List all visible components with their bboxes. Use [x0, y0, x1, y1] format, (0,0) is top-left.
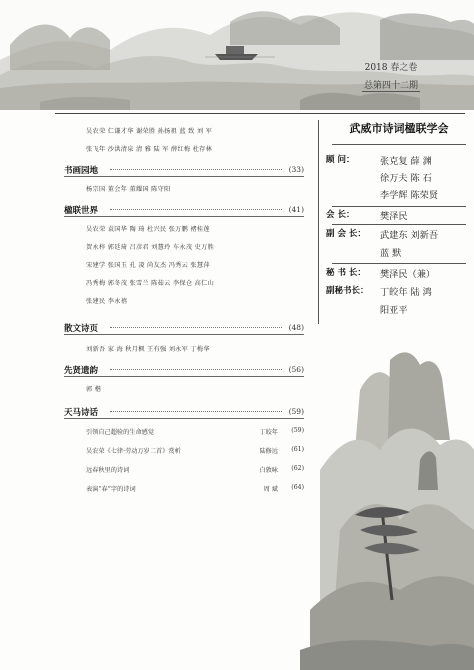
- contributor-row: 吴农荣 仁谦才华 谢荣胜 孙扬祖 蓝 致 刘 军: [86, 128, 213, 135]
- leader-dots: [110, 411, 282, 412]
- person-line: 张克复 薛 渊: [380, 156, 432, 167]
- contributor-row: 张飞年 沙洪清泉 清 雅 陆 军 薛红梅 杜存林: [86, 146, 213, 153]
- person-line: 樊泽民（兼）: [380, 269, 436, 280]
- person-line: 蓝 默: [380, 248, 402, 259]
- person-line: 武建东 刘新吾: [380, 230, 439, 241]
- section-shuhua: [64, 164, 304, 176]
- article-title: 表演“春”字的诗词: [86, 486, 136, 493]
- issue-year: 2018 春之卷: [364, 63, 418, 73]
- leader-dots: [110, 209, 282, 210]
- article-entry: [86, 427, 304, 436]
- contributor-row: 冯秀梅 郭冬茂 张雪兰 陈茹云 李保仓 高仁山: [86, 280, 215, 287]
- title-underline: [332, 144, 466, 145]
- person-line: 徐万夫 陈 石: [380, 173, 432, 184]
- section-title: 散文诗页: [64, 324, 99, 334]
- section-page: (33): [288, 165, 304, 174]
- role-label: 会 长：: [326, 210, 355, 220]
- person-line: 樊泽民: [380, 211, 408, 222]
- contributor-row: 宋建学 张国玉 孔 凌 尚友杰 冯秀云 张慧萍: [86, 262, 210, 269]
- section-page: (48): [288, 323, 304, 332]
- article-author: 丁皎年: [259, 429, 278, 436]
- section-title: 先贤遗韵: [64, 366, 99, 376]
- leader-dots: [110, 169, 282, 170]
- leader-dots: [110, 327, 282, 328]
- person-line: 丁皎年 陆 鸿: [380, 287, 432, 298]
- contributor-row: 吴农荣 袁国华 陶 琦 杜兴民 张万鹏 褚桂莲: [86, 226, 210, 233]
- landscape-banner-image: [0, 0, 474, 110]
- section-underline: [64, 216, 304, 217]
- section-underline: [64, 176, 304, 177]
- role-label: 顾 问：: [326, 155, 355, 165]
- person-line: 阳亚平: [380, 305, 408, 316]
- column-divider: [318, 120, 319, 324]
- article-entry: [86, 465, 304, 474]
- article-author: 陆修远: [259, 448, 278, 455]
- section-underline: [64, 376, 304, 377]
- section-title: 书画园地: [64, 166, 99, 176]
- section-page: (59): [288, 407, 304, 416]
- role-label: 副 会 长：: [326, 229, 366, 239]
- leader-dots: [110, 369, 282, 370]
- section-page: (56): [288, 365, 304, 374]
- mountain-painting-image: [300, 330, 474, 670]
- article-page: (62): [291, 465, 304, 472]
- organization-block: [326, 120, 464, 316]
- role-label: 秘 书 长：: [326, 268, 366, 278]
- article-entry: [86, 446, 304, 455]
- contributor-row: 贺永梓 郭廷琦 吕彦君 刘慧玲 车永茂 史万胜: [86, 244, 215, 251]
- header-divider: [55, 113, 465, 114]
- role-label: 副秘书长：: [326, 286, 369, 296]
- contributor-row: 刘新吾 家 海 秋月枫 王有强 刘永军 丁梅华: [86, 346, 210, 353]
- article-page: (59): [291, 427, 304, 434]
- contributor-row: 杨宗国 董会年 董耀国 陈守阳: [86, 186, 171, 193]
- section-title: 楹联世界: [64, 206, 99, 216]
- section-underline: [64, 334, 304, 335]
- organization-title: 武威市诗词楹联学会: [349, 122, 449, 135]
- staff-divider: [332, 224, 466, 225]
- article-author: 白敦咏: [259, 467, 278, 474]
- article-title: 引领自己超验的生命感觉: [86, 429, 155, 436]
- section-tianma: [64, 406, 304, 418]
- article-title: 远春秋里的诗词: [86, 467, 130, 474]
- article-page: (64): [291, 484, 304, 491]
- issue-number: 总第四十二期: [362, 78, 420, 92]
- contributor-row: 郭 楷: [86, 386, 102, 393]
- section-sanwen: [64, 322, 304, 334]
- article-author: 周 斌: [263, 486, 278, 493]
- issue-label: [336, 60, 446, 92]
- section-xianxian: [64, 364, 304, 376]
- article-title: 吴农荣《七律·劳动万岁二首》赏析: [86, 448, 181, 455]
- article-page: (61): [291, 446, 304, 453]
- person-line: 李学辉 陈荣贤: [380, 190, 439, 201]
- staff-divider: [332, 206, 466, 207]
- section-page: (41): [288, 205, 304, 214]
- staff-divider: [332, 263, 466, 264]
- article-entry: [86, 484, 304, 493]
- section-title: 天马诗话: [64, 408, 99, 418]
- section-underline: [64, 418, 304, 419]
- contributor-row: 张建民 李永禧: [86, 298, 128, 305]
- section-yinglian: [64, 204, 304, 216]
